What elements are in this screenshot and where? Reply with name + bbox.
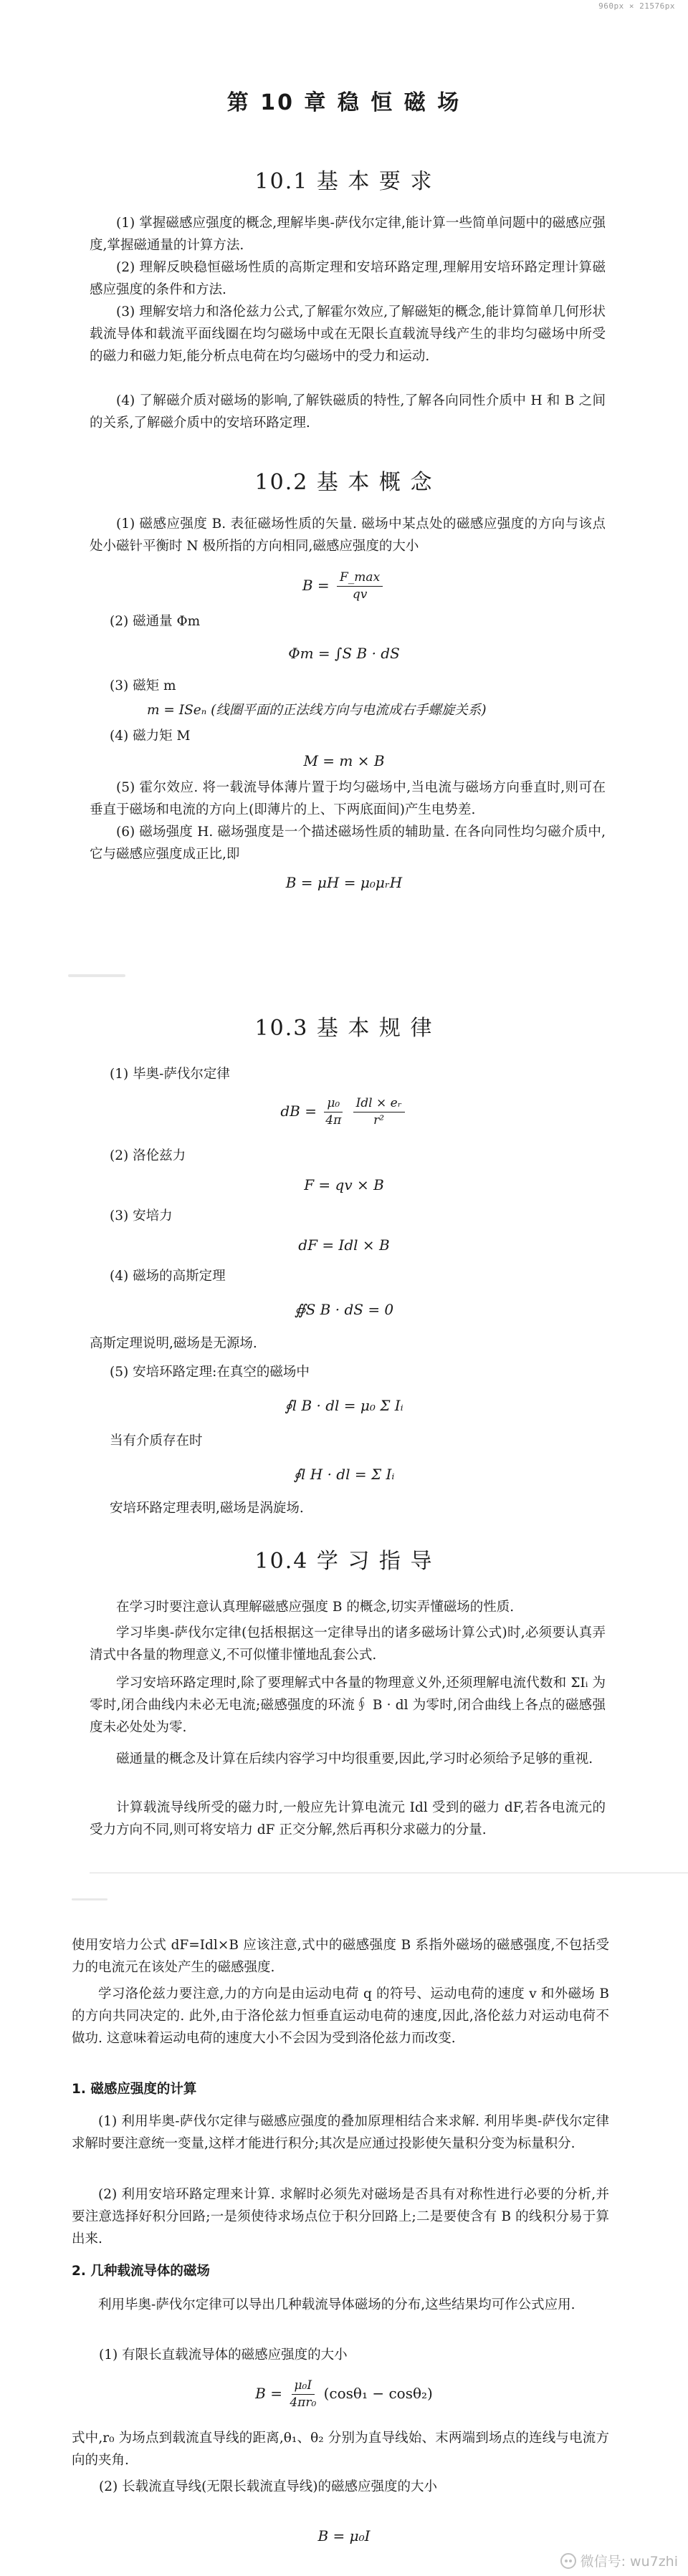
item-label: (2) 长载流直导线(无限长载流直导线)的磁感应强度的大小 [99,2479,438,2494]
item-label: (5) 安培环路定理:在真空的磁场中 [110,1365,310,1380]
equation-ampere-force: dF = Idl × B [298,1236,390,1254]
paragraph: 式中,r₀ 为场点到载流直导线的距离,θ₁、θ₂ 分别为直导线始、末两端到场点的连线与电流方向的夹角. [72,2431,609,2468]
equation-h-field: B = μH = μ₀μᵣH [285,874,403,891]
paragraph: (2) 利用安培环路定理来计算. 求解时必须先对磁场是否具有对称性进行必要的分析,并要注意选择好积分回路;一是须使待求场点位于积分回路上;二是要使含有 B 的线积分易于算出来. [72,2187,609,2246]
equation-gauss-law: ∯S B · dS = 0 [294,1301,394,1318]
paragraph: 学习毕奥-萨伐尔定律(包括根据这一定律导出的诸多磁场计算公式)时,必须要认真弄清式中各量的物理意义,不可似懂非懂地乱套公式. [90,1625,606,1663]
wechat-icon [560,2553,576,2569]
equation-infinite-wire: B = μ₀I [317,2527,371,2544]
paragraph: 使用安培力公式 dF=Idl×B 应该注意,式中的磁感强度 B 系指外磁场的磁感强度,不包括受力的电流元在该处产生的磁感强度. [72,1938,609,1975]
subsection-heading: 2. 几种载流导体的磁场 [72,2264,210,2279]
scan-mark [68,974,125,977]
paragraph: 计算载流导线所受的磁力时,一般应先计算电流元 Idl 受到的磁力 dF,若各电流元的受力方向不同,则可将安培力 dF 正交分解,然后再积分求磁力的分量. [90,1800,606,1837]
item-label: (4) 磁力矩 M [110,729,191,744]
equation-torque: M = m × B [303,752,385,769]
equation-finite-wire: B = $\frac{\text{μ₀I}}{\text{4πr₀}}$ (cosθ₁ − cosθ₂) [255,2378,433,2410]
section-title-10-4: 10.4 学 习 指 导 [254,1549,434,1574]
equation-biot-savart: dB = $\frac{\text{μ₀}}{4\pi}$ $\frac{\text{Idl × eᵣ}}{\text{r²}}$ [0,1097,688,1127]
item-label: (3) 安培力 [110,1208,173,1224]
item-label: (2) 磁通量 Φm [110,614,201,629]
section-title-10-2: 10.2 基 本 概 念 [254,470,434,495]
watermark [560,2551,678,2570]
paragraph: (2) 理解反映稳恒磁场性质的高斯定理和安培环路定理,理解用安培环路定理计算磁感应强度的条件和方法. [90,260,606,297]
dimension-label: 960px × 21576px [598,1,675,11]
equation-ampere-loop-vacuum: ∮l B · dl = μ₀ Σ Iᵢ [285,1397,403,1414]
item-label: (4) 磁场的高斯定理 [110,1269,226,1284]
chapter-title: 第 10 章 稳 恒 磁 场 [226,90,462,115]
item-label: (1) 毕奥-萨伐尔定律 [110,1067,230,1082]
scan-mark [72,1898,108,1900]
paragraph: 学习安培环路定理时,除了要理解式中各量的物理意义外,还须理解电流代数和 ΣIᵢ 为零时,闭合曲线内未必无电流;磁感强度的环流∮ B · dl 为零时,闭合曲线上各点的磁感强度未必处处为零. [90,1676,606,1735]
equation-lorentz-force: F = qv × B [304,1176,384,1193]
statement: 高斯定理说明,磁场是无源场. [90,1336,257,1351]
equation-ampere-loop-medium: ∮l H · dl = Σ Iᵢ [293,1466,395,1483]
paragraph: (3) 理解安培力和洛伦兹力公式,了解霍尔效应,了解磁矩的概念,能计算简单几何形状载流导体和载流平面线圈在均匀磁场中或在无限长直载流导线产生的非均匀磁场中所受的磁力和磁力矩,能分析点电荷在均匀磁场中的受力和运动. [90,304,606,364]
paragraph: (4) 了解磁介质对磁场的影响,了解铁磁质的特性,了解各向同性介质中 H 和 B 之间的关系,了解磁介质中的安培环路定理. [90,393,606,431]
paragraph: 在学习时要注意认真理解磁感应强度 B 的概念,切实弄懂磁场的性质. [116,1600,515,1615]
paragraph: (1) 利用毕奥-萨伐尔定律与磁感应强度的叠加原理相结合来求解. 利用毕奥-萨伐尔定律求解时要注意统一变量,这样才能进行积分;其次是应通过投影使矢量积分变为标量积分. [72,2114,609,2151]
paragraph: 学习洛伦兹力要注意,力的方向是由运动电荷 q 的符号、运动电荷的速度 v 和外磁场 B 的方向共同决定的. 此外,由于洛伦兹力恒垂直运动电荷的速度,因此,洛伦兹力对运动电荷不做功. 这意味着运动电荷的速度大小不会因为受到洛伦兹力而改变. [72,1986,609,2046]
watermark-text: 微信号: wu7zhi [580,2554,678,2570]
paragraph: 磁通量的概念及计算在后续内容学习中均很重要,因此,学习时必须给予足够的重视. [116,1751,593,1767]
paragraph: (1) 磁感应强度 B. 表征磁场性质的矢量. 磁场中某点处的磁感应强度的方向与该点处小磁针平衡时 N 极所指的方向相同,磁感应强度的大小 [90,516,606,554]
paragraph: (6) 磁场强度 H. 磁场强度是一个描述磁场性质的辅助量. 在各向同性均匀磁介质中,它与磁感应强度成正比,即 [90,825,606,862]
statement: 当有介质存在时 [110,1433,203,1448]
section-title-10-3: 10.3 基 本 规 律 [254,1016,434,1041]
equation-magnetic-flux: Φm = ∫S B · dS [288,645,400,662]
subsection-heading: 1. 磁感应强度的计算 [72,2082,197,2097]
equation-magnetic-moment: m = ISeₙ (线圈平面的正法线方向与电流成右手螺旋关系) [147,703,487,718]
paragraph: (5) 霍尔效应. 将一载流导体薄片置于均匀磁场中,当电流与磁场方向垂直时,则可在垂直于磁场和电流的方向上(即薄片的上、下两底面间)产生电势差. [90,780,606,817]
item-label: (1) 有限长直载流导体的磁感应强度的大小 [99,2347,348,2363]
section-title-10-1: 10.1 基 本 要 求 [254,169,434,194]
statement: 安培环路定理表明,磁场是涡旋场. [110,1501,304,1516]
item-label: (2) 洛伦兹力 [110,1148,186,1163]
item-label: (3) 磁矩 m [110,678,176,693]
equation-magnetic-induction: B = $\frac{F\_\max}{qv}$ [0,572,688,601]
paragraph: 利用毕奥-萨伐尔定律可以导出几种载流导体磁场的分布,这些结果均可作公式应用. [98,2297,575,2312]
paragraph: (1) 掌握磁感应强度的概念,理解毕奥-萨伐尔定律,能计算一些简单问题中的磁感应强度,掌握磁通量的计算方法. [90,216,606,253]
